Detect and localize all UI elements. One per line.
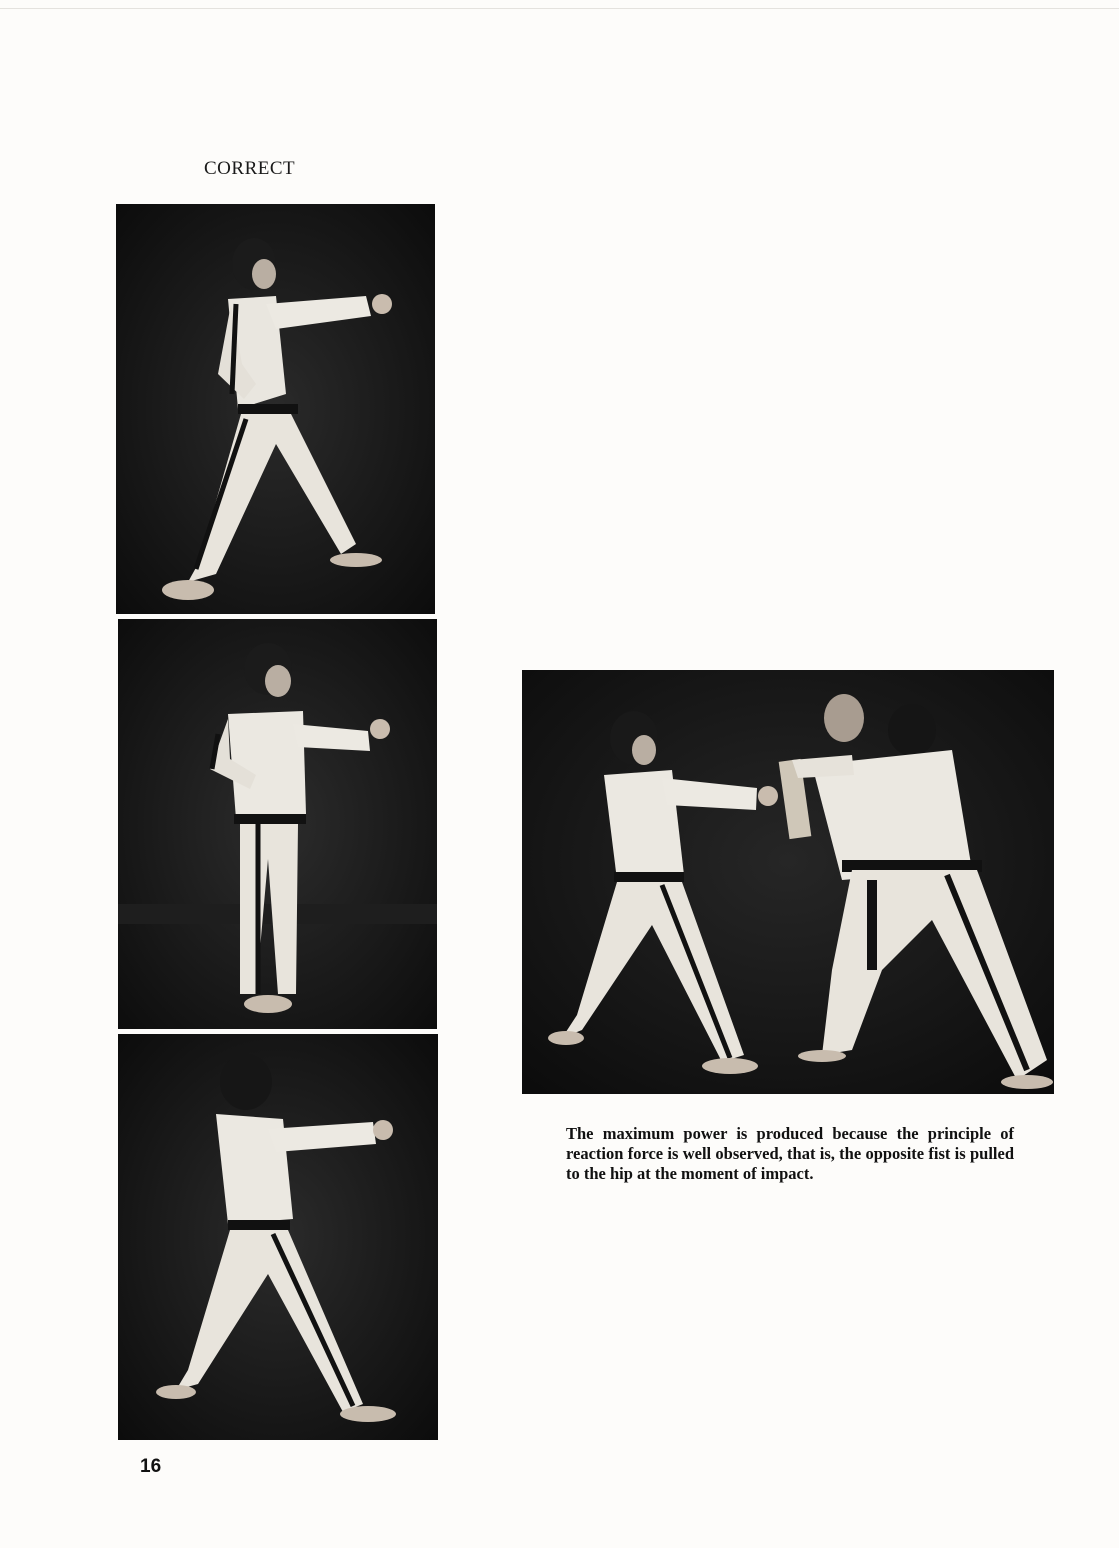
- photo-board-break: [522, 670, 1054, 1094]
- photo-punch-side-view: [116, 204, 435, 614]
- photo-punch-front-view: [118, 619, 437, 1029]
- section-heading: CORRECT: [204, 158, 296, 179]
- photo-punch-back-view: [118, 1034, 438, 1440]
- photo-caption: The maximum power is produced because the principle of reaction force is well observed, that is, the opposite fist is pulled to the hip at the moment of impact.: [566, 1124, 1014, 1183]
- top-rule: [0, 8, 1119, 9]
- page-number: 16: [140, 1456, 162, 1477]
